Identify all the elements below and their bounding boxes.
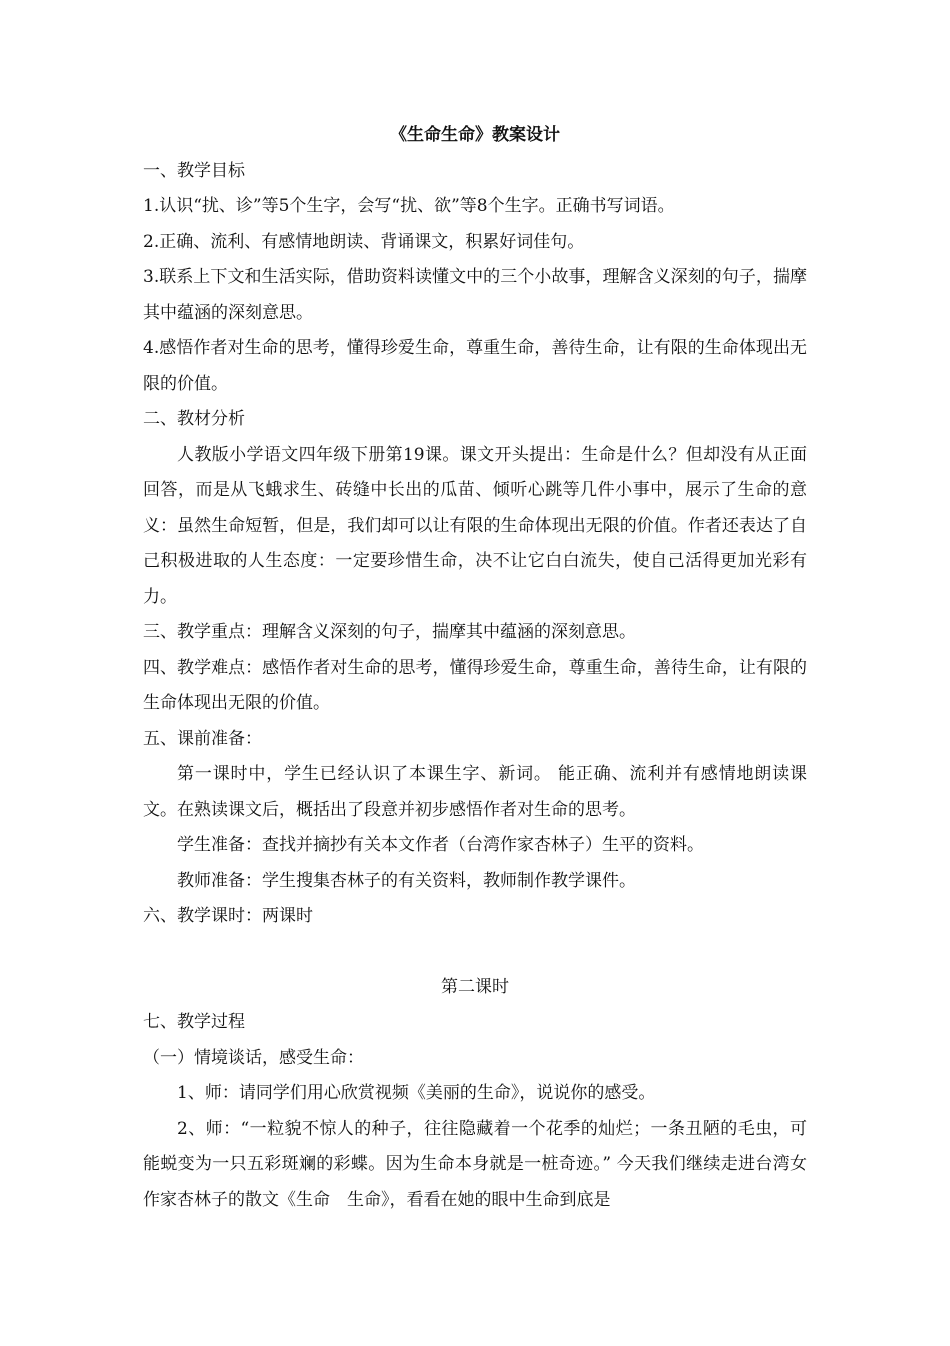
section-difficulties: 四、教学难点：感悟作者对生命的思考，懂得珍爱生命，尊重生命，善待生命，让有限的生命体现出无限的价值。 [143, 657, 807, 713]
teacher-preparation: 教师准备：学生搜集杏林子的有关资料，教师制作教学课件。 [177, 870, 636, 891]
spacer [143, 935, 807, 970]
student-preparation: 学生准备：查找并摘抄有关本文作者（台湾作家杏林子）生平的资料。 [177, 835, 704, 855]
lesson-heading: 第二课时 [441, 976, 509, 997]
section-class-hours: 六、教学课时：两课时 [143, 906, 313, 926]
section-heading-goals: 一、教学目标 [143, 160, 245, 181]
section-heading-analysis: 二、教材分析 [143, 409, 245, 429]
section-key-points: 三、教学重点：理解含义深刻的句子，揣摩其中蕴涵的深刻意思。 [143, 622, 636, 642]
goal-item-1: 1.认识“扰、诊”等5个生字，会写“扰、欲”等8个生字。正确书写词语。 [143, 196, 675, 216]
analysis-paragraph: 人教版小学语文四年级下册第19课。课文开头提出：生命是什么？但却没有从正面回答，而是从飞蛾求生、砖缝中长出的瓜苗、倾听心跳等几件小事中，展示了生命的意义：虽然生命短暂，但是，我们却可以让有限的生命体现出无限的价值。作者还表达了自己积极进取的人生态度：一定要珍惜生命，决不让它白白流失，使自己活得更加光彩有力。 [143, 444, 807, 607]
process-step-1: 1、师：请同学们用心欣赏视频《美丽的生命》，说说你的感受。 [177, 1083, 656, 1103]
section-heading-preparation: 五、课前准备： [143, 728, 262, 749]
goal-item-2: 2.正确、流利、有感情地朗读、背诵课文，积累好词佳句。 [143, 231, 585, 252]
preparation-paragraph: 第一课时中，学生已经认识了本课生字、新词。 能正确、流利并有感情地朗读课文。在熟读课文后，概括出了段意并初步感悟作者对生命的思考。 [143, 764, 807, 820]
document-body [143, 118, 807, 1218]
process-step-2: 2、师：“一粒貌不惊人的种子，往往隐藏着一个花季的灿烂；一条丑陋的毛虫，可能蜕变为一只五彩斑斓的彩蝶。因为生命本身就是一桩奇迹。” 今天我们继续走进台湾女作家杏林子的散文《生命 生命》，看看在她的眼中生命到底是 [143, 1118, 807, 1210]
section-heading-process: 七、教学过程 [143, 1012, 245, 1032]
document-title: 《生命生命》教案设计 [390, 125, 560, 145]
goal-item-3: 3.联系上下文和生活实际，借助资料读懂文中的三个小故事，理解含义深刻的句子，揣摩其中蕴涵的深刻意思。 [143, 267, 807, 323]
goal-item-4: 4.感悟作者对生命的思考，懂得珍爱生命，尊重生命，善待生命，让有限的生命体现出无限的价值。 [143, 338, 807, 394]
subsection-heading-1: （一）情境谈话，感受生命： [143, 1047, 364, 1068]
